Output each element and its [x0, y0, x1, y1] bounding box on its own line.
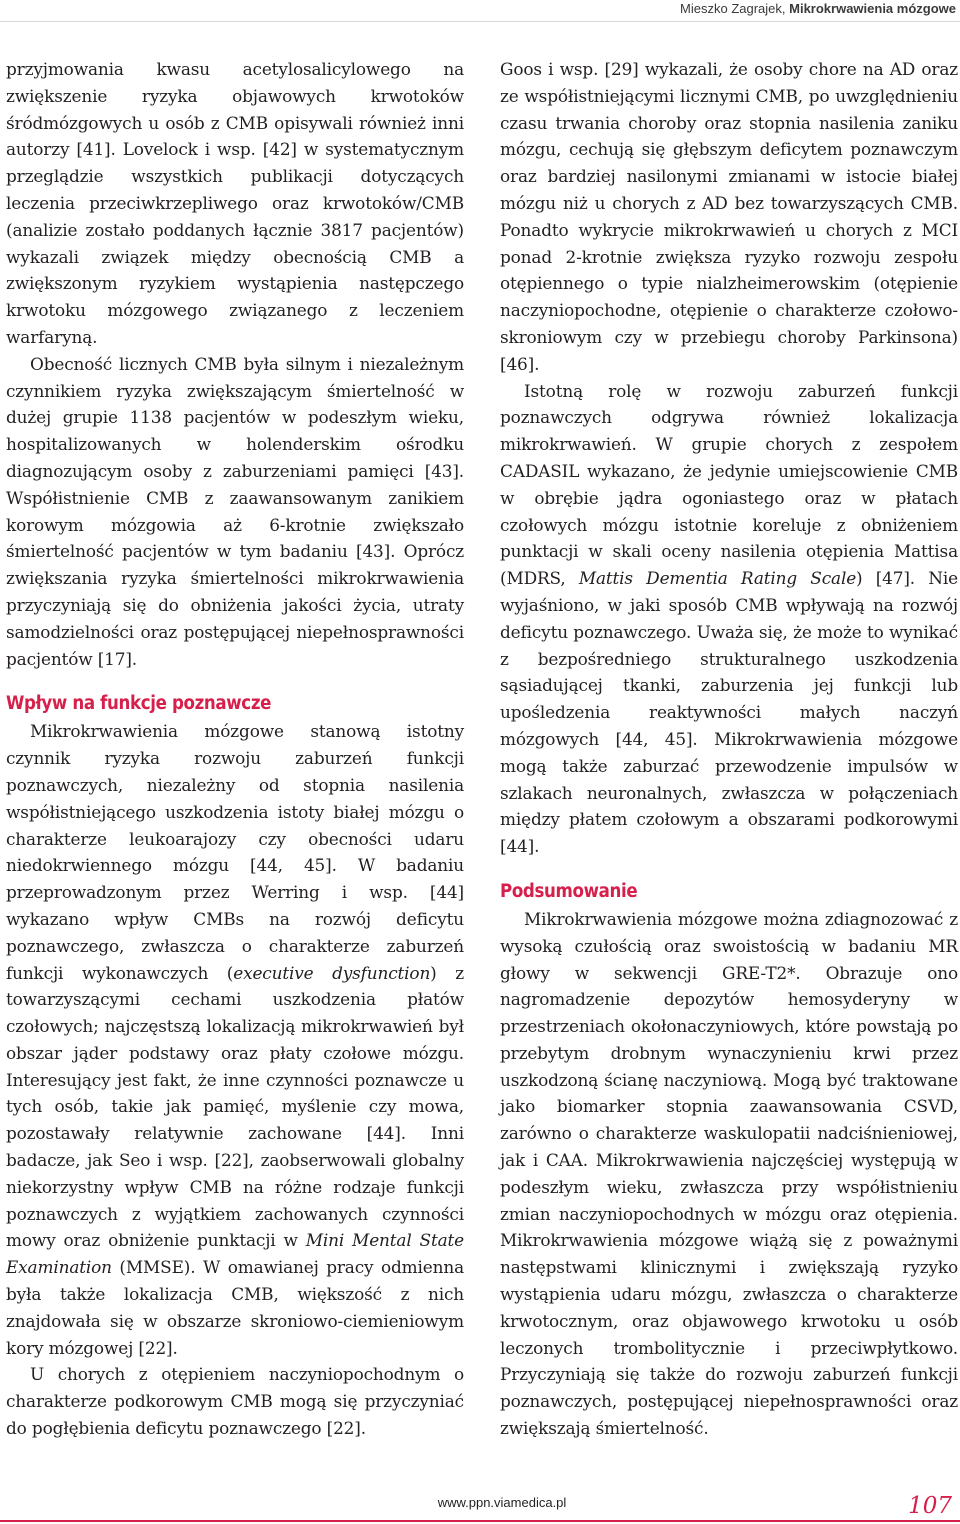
paragraph: Mikrokrwawienia mózgowe można zdiagnozować z wysoką czułością oraz swoistością w badaniu MR głowy w sekwencji GRE-T2*. Obrazuje ono nagromadzenie depozytów hemosyderyny w przestrzeniach okołonaczyniowych, które powstają po przebytym drobnym wynaczynieniu krwi przez uszkodzoną ścianę naczyniową. Mogą być traktowane jako biomarker stopnia zaawansowania CSVD, zarówno o charakterze waskulopatii nadciśnieniowej, jak i CAA. Mikrokrwawienia najczęściej występują w podeszłym wieku, zwłaszcza przy współistnieniu zmian naczyniopochodnych w mózgu oraz otępienia. Mikrokrwawienia mózgowe wiążą się z poważnymi następstwami klinicznymi i zwiększają ryzyko wystąpienia udaru mózgu, zwłaszcza o charakterze krwotocznym, oraz objawowego krwotoku u osób leczonych trombolitycznie i przeciwpłytkowo. Przyczyniają się także do rozwoju zaburzeń funkcji poznawczych, postępującej niepełnosprawności oraz zwiększają śmiertelność.: [500, 908, 958, 1439]
page-number: 107: [908, 1493, 952, 1519]
paragraph: przyjmowania kwasu acetylosalicylowego na zwiększenie ryzyka objawowych krwotoków śródmózgowych u osób z CMB opisywali również inni autorzy [41]. Lovelock i wsp. [42] w systematycznym przeglądzie wszystkich publikacji dotyczących leczenia przeciwkrzepliwego oraz krwotoków/CMB (analizie zostało poddanych łącznie 3817 pacjentów) wykazali związek między obecnością CMB a zwiększonym ryzykiem wystąpienia następczego krwotoku mózgowego związanego z leczeniem warfaryną.: [6, 59, 464, 347]
header-authors: Mieszko Zagrajek,: [680, 1, 790, 16]
section-heading-cognitive: Wpływ na funkcje poznawcze: [6, 693, 272, 715]
text-run: ) [47]. Nie wyjaśniono, w jaki sposób CMB wpływają na rozwój deficytu poznawczego. Uważa się, że może to wynikać z bezpośredniego strukturalnego uszkodzenia sąsiadującej tkanki, zaburzenia jej funkcji lub upośledzenia reaktywności małych naczyń mózgowych [44, 45]. Mikrokrwawienia mózgowe mogą także zaburzać przewodzenie impulsów w szlakach neuronalnych, zwłaszcza w połączeniach między płatem czołowym a obszarami podkorowymi [44].: [500, 568, 958, 857]
paragraph: [500, 378, 958, 860]
section-heading-summary: Podsumowanie: [500, 880, 638, 902]
header-title: Mikrokrwawienia mózgowe: [789, 1, 956, 16]
text-run-italic: Mini Mental State Examination: [6, 1230, 464, 1278]
paragraph: U chorych z otępieniem naczyniopochodnym o charakterze podkorowym CMB mogą się przyczyniać do pogłębienia deficytu poznawczego [22].: [6, 1364, 464, 1439]
text-run-italic: Mattis Dementia Rating Scale: [578, 568, 857, 589]
text-run: (MMSE). W omawianej pracy odmienna była także lokalizacja CMB, większość z nich znajdowała się w obszarze skroniowo-ciemieniowym kory mózgowej [22].: [6, 1257, 464, 1358]
right-column: [500, 56, 958, 1442]
footer-rule: [0, 1520, 960, 1522]
paragraph: Obecność licznych CMB była silnym i niezależnym czynnikiem ryzyka zwiększającym śmiertelność w dużej grupie 1138 pacjentów w podeszłym wieku, hospitalizowanych w holenderskim ośrodku diagnozującym osoby z zaburzeniami pamięci [43]. Współistnienie CMB z zaawansowanym zanikiem korowym mózgowia aż 6-krotnie zwiększało śmiertelność pacjentów w tym badaniu [43]. Oprócz zwiększania ryzyka śmiertelności mikrokrwawienia przyczyniają się do obniżenia jakości życia, utraty samodzielności oraz postępującej niepełnosprawności pacjentów [17].: [6, 353, 464, 669]
text-run: Mikrokrwawienia mózgowe stanową istotny czynnik ryzyka rozwoju zaburzeń funkcji poznawczych, niezależny od stopnia nasilenia współistniejącego uszkodzenia istoty białej mózgu o charakterze leukoarajozy czy obecności udaru niedokrwiennego mózgu [44, 45]. W badaniu przeprowadzonym przez Werring i wsp. [44] wykazano wpływ CMBs na rozwój deficytu poznawczego, zwłaszcza o charakterze zaburzeń funkcji wykonawczych (: [6, 721, 464, 983]
text-run-italic: executive dysfunction: [233, 962, 431, 983]
running-head: [0, 0, 960, 22]
text-run: ) z towarzyszącymi cechami uszkodzenia płatów czołowych; najczęstszą lokalizacją mikrokrwawień był obszar jąder podstawy oraz płaty czołowe mózgu. Interesujący jest fakt, że inne czynności poznawcze u tych osób, takie jak pamięć, myślenie czy mowa, pozostawały relatywnie zachowane [44]. Inni badacze, jak Seo i wsp. [22], zaobserwowali globalny niekorzystny wpływ CMB na różne rodzaje funkcji poznawczych z wyjątkiem zachowanych czynności mowy oraz obniżenie punktacji w: [6, 962, 464, 1251]
paragraph: Goos i wsp. [29] wykazali, że osoby chore na AD oraz ze współistniejącymi licznymi CMB, po uwzględnieniu czasu trwania choroby oraz stopnia nasilenia zaniku mózgu, cechują się głębszym deficytem poznawczym oraz bardziej nasilonymi zmianami w istocie białej mózgu niż u chorych z AD bez towarzyszących CMB. Ponadto wykrycie mikrokrwawień u chorych z MCI ponad 2-krotnie zwiększa ryzyko rozwoju zespołu otępiennego o typie nialzheimerowskim (otępienie naczyniopochodne, otępienie o charakterze czołowo-skroniowym czy w przebiegu choroby Parkinsona) [46].: [500, 59, 958, 374]
text-run: Istotną rolę w rozwoju zaburzeń funkcji poznawczych odgrywa również lokalizacja mikrokrwawień. W grupie chorych z zespołem CADASIL wykazano, że jedynie umiejscowienie CMB w obrębie jądra ogoniastego oraz w płatach czołowych mózgu istotnie koreluje z obniżeniem punktacji w skali oceny nasilenia otępienia Mattisa (MDRS,: [500, 380, 958, 589]
footer-url: www.ppn.viamedica.pl: [437, 1495, 567, 1510]
paragraph: [6, 718, 464, 1361]
left-column: [6, 56, 464, 1442]
